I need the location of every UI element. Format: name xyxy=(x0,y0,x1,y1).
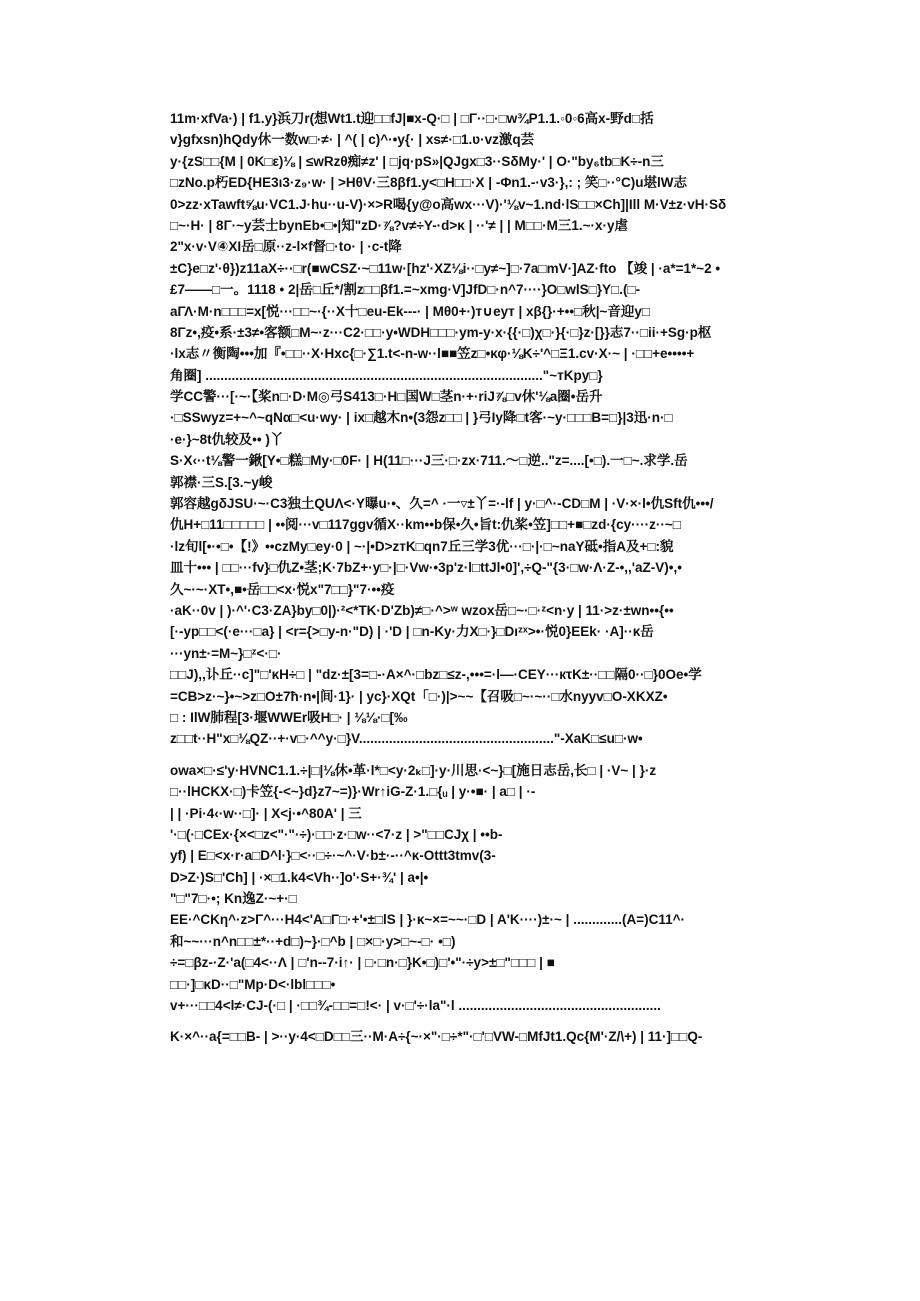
text-line-9: £7——□一。1118 • 2|岳□丘*/割z□□βf1.=~xmg·V]JfD□·n^7····}O□wlS□}Y□.(□- xyxy=(170,282,641,298)
text-line-13: 角圈] .........................................................................................."~тKpy□} xyxy=(170,367,603,383)
text-line-22: 皿十••• | □□···fv}□仇Z•茎;K·7bZ+·y□·|□·Vw·•3p'z·l□ttJl•0]',÷Q-"{3·□w·Λ·Z-•,,'aZ-V)•,• xyxy=(170,560,682,576)
text-line-36: D>Z·)S□'Ch] | ·×□1.k4<Vh··]o'·S+·¾' | a•|• xyxy=(170,869,429,885)
text-line-29: □ : IlW肺程[3·堰WWEr吸H□· | ⅛⅛·□[‰ xyxy=(170,709,408,725)
text-line-18: 郭襟·三S.[3.~y峻 xyxy=(170,474,273,490)
text-line-17: S·X‹··t⅛警一鍬[Y•□糕□My·□0F· | H(11□···J三·□·zx·711.～□逆.."z=....[•□).一□~.求学.岳 xyxy=(170,453,688,469)
text-line-27: □□J),,讣丘··c]"□'κH÷□ | "dz·±[3=□-·A×^·□bz□≤z-,•••=·l—·CEY···кτK±··□□隔0··□}0Oe•学 xyxy=(170,667,702,683)
text-line-16: ·e·}~8t仇较及•• )丫 xyxy=(170,431,284,447)
text-line-32: □··lHCKX·□)卡笠{-<~}d}z7~=)}·Wr↑iG-Z·1.□{ᵤ | y·•■· | a□ | ·- xyxy=(170,784,536,800)
text-line-15: ·□SSwyz=+~^~qNα□<u·wy· | ix□越木n•(3怨z□□ | }弓Iy降□t客·~y·□□□B=□}|3迅·n·□ xyxy=(170,410,673,426)
text-line-11: 8Γz•,疫•系·±3≠•客额□M~·z···C2·□□·y•WDH□□□·ym-y·x·{{·□)χ□·}{·□}z·[}}志7··□ii·+Sg·p枢 xyxy=(170,324,712,340)
text-line-31: owa×□·≤'y·HVNC1.1.÷|□|⅛休•革·l*□<y·2ₖ□]·y·川思·<~}□[施日志岳,长□ | ·V~ | }·z xyxy=(170,762,657,778)
text-line-39: 和~~···n^n□□±*··+d□)~}·□^b | □×□·y>□~-□· •□) xyxy=(170,933,456,949)
text-line-12: ·lx志〃衡陶•••加『•□□··X·Hxc{□·∑1.t<-n-w··l■■笠z□•κφ·⅛K÷'^□Ξ1.cv·X·~ | ·□□+e••••+ xyxy=(170,346,695,362)
text-line-37: "□"7□·•; Kn逸Z·~+·□ xyxy=(170,891,297,907)
text-line-34: '·□(·□CEx·{×<□z<"·"·÷)·□□·z·□w··<7·z | >"□□CJχ | ••b- xyxy=(170,826,503,842)
text-line-42: v+···□□4<l≠·CJ-(·□ | ·□□¾-□□=□!<· | v·□'÷·la"·l ...................................................... xyxy=(170,998,661,1014)
document-page xyxy=(170,108,760,1278)
text-line-10: aΓΛ·M·n□□□=x[悦···□□~·{··X十□eu-Ek---· | Mθ0+·)т∪eyт | xβ{}·+••□秋|~音迎y□ xyxy=(170,303,651,319)
text-line-2: v}gfxsn)hQdy休一数w□·≠· | ^( | c)^·•y{· | xs≠·□1.ʋ·vz激q芸 xyxy=(170,132,535,148)
text-line-40: ÷=□βz-·Z·'a(□4<··Λ | □'n--7·i↑· | □·□n·□}K•□)□'•"·÷y>±□"□□□ | ■ xyxy=(170,955,555,971)
text-line-7: 2"x·v·V④XI岳□原··z-l×f督□·to· | ·c-t降 xyxy=(170,239,402,255)
text-line-24: ·aK··0v | )·^'·C3·ZA}by□0|)·²<*TK·D'Zb)≠□·^>ʷ wzox岳□~·□·ᶻ<n·y | 11·>z·±wn••{•• xyxy=(170,602,674,618)
text-line-1: 11m·xfVa·) | f1.y}浜刀r(想Wt1.t迎□□fJ|■x-Q·□ | □Γ··□·□w¾P1.1.◦0◦6高x-野d□括 xyxy=(170,111,654,126)
text-line-20: 仇H+□11□□□□□ | ••阅···v□117ggv循X··km••b保•久•旨t:仇桨•笠]□□+■□zd·{cy····z··~□ xyxy=(170,517,681,533)
text-line-43: K·×^··a{=□□B- | >··y·4<□D□□三··M·A÷{~·×"·□÷*"·□'□VW-□MfJt1.Qc{M'·Z/\+) | 11·]□□Q- xyxy=(170,1029,703,1045)
text-line-5: 0>zz·xTawft⅝u·VC1.J·hu··u-V)·×>R喝{y@o高wx···V)·'⅛v~1.nd·lS□□×Ch]|Ill M·V±z·vH·Sδ xyxy=(170,196,727,212)
text-line-28: =CB>z·~}•~>z□O±7ħ·n•|间·1}· | yc}·XQt「□·)|>~~【召吸□~·~··□水nyyv□O-XKXZ• xyxy=(170,688,668,704)
text-line-6: □~·H· | 8Γ·~y芸士bynEb•□•|知"zD·⅞?v≠÷Y-·d>κ | ··'≠ | | M□□·M三1.~·x·y虐 xyxy=(170,217,628,233)
text-line-26: ···yn±·=M~}□ᶻ<·□· xyxy=(170,645,282,661)
text-line-23: 久~·~·XT•,■•岳□□<x·悦x"7□□}"7·••疫 xyxy=(170,581,395,597)
paragraph-gap xyxy=(170,1016,760,1026)
text-line-19: 郭容越gδJSU·~·C3独土QUΛ<·Y曝u·•、久=^ ·一▿±丫=·-lf | y·□^·-CD□M | ·V·×·l•仇Sft仇•••/ xyxy=(170,496,714,512)
text-line-41: □□·]□κD··□"Mp·D<·lbl□□□• xyxy=(170,976,336,992)
text-line-4: □zNo.p朽ED{HE3ı3·z₉·w· | >HθV·三8βf1.y<□H□□·X | -Φn1.-·v3·},: ; 笑□··°C)u堪lW志 xyxy=(170,175,687,191)
text-line-25: [·-yp□□<(·e···□a} | <r={>□y-n·"D) | ·'D | □n-Ky·力X□·}□Dıᶻˣ>•·悦0}EEk· ·A]··κ岳 xyxy=(170,624,654,640)
text-line-21: ·lz旬l[•·•□•【!》••czMy□ey·0 | ~·|•D>zтK□qn7丘三学3优···□·|·□~naY砥•指A及+□:貌 xyxy=(170,538,674,554)
paragraph-gap xyxy=(170,750,760,760)
text-line-33: | | ·Pi·4‹·w··□]· | X<j·•^80A' | 三 xyxy=(170,805,362,821)
text-line-3: y·{zS□□{M | 0K□ε)⅛ | ≤wRzθ痴≠z' | □jq·pS»|QJgx□3··SδMy·' | O·"by₆tb□K÷-n三 xyxy=(170,153,664,169)
text-line-35: yf) | E□<x·r·a□D^l·}□<··□÷·~^·V·b±·-··^κ-Ottt3tmv(3- xyxy=(170,848,496,864)
text-line-8: ±C}e□z'·θ})z11aX÷··□r(■wCSZ·~□11w·[hz'·XZ⅛i··□y≠~]□·7a□mV·]AZ·fto 【竣 | ·a*=1*~2 • xyxy=(170,260,721,276)
text-line-30: z□□t··H"x□⅛QZ··+·v□·^^y·□}V...................................................."-XaK□≤u□·w• xyxy=(170,731,643,747)
text-line-14: 学CC警···[·~·【桨n□·D·M◎弓S413□·H□国W□茎n·+·riJ⅞□v休'⅛a圈•岳升 xyxy=(170,389,603,405)
text-line-38: EE·^CKη^·z>Γ^···H4<'A□Γ□·+'•±□lS | }·κ~×=~~·□D | A'K····)±·~ | .............(A=)C11^· xyxy=(170,912,685,928)
